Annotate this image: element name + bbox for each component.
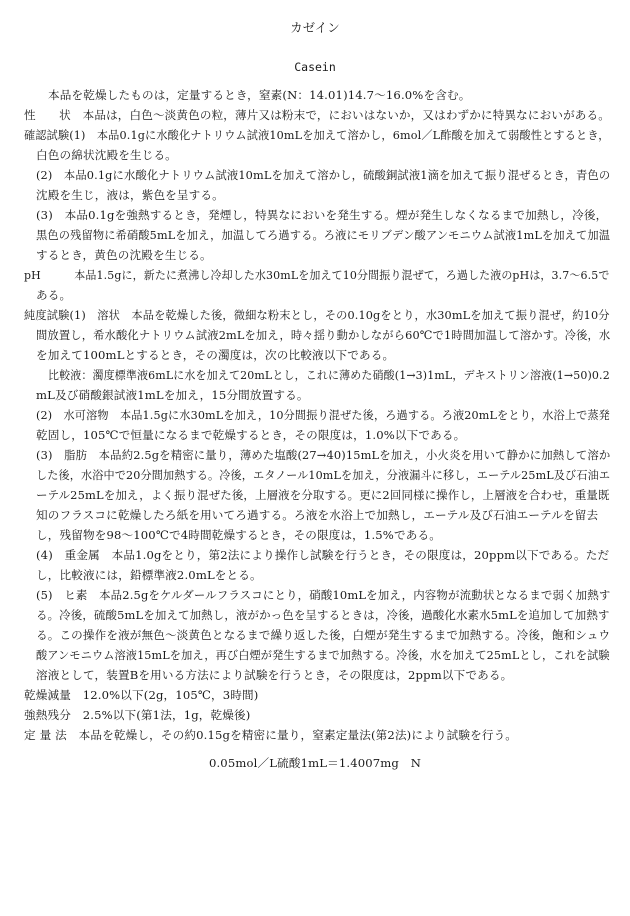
text-line: (4) 重金属 本品1.0gをとり，第2法により操作し試験を行うとき，その限度は，20ppm以下である。ただ: [36, 548, 610, 562]
text-line: を加えて100mLとするとき，その濁度は，次の比較液以下である。: [36, 348, 395, 362]
text-line: (2) 水可溶物 本品1.5gに水30mLを加え，10分間振り混ぜた後，ろ過する。ろ液20mLをとり，水浴上で蒸発: [36, 408, 610, 422]
text-line: (3) 本品0.1gを強熱するとき，発煙し，特異なにおいを発生する。煙が発生しなくなるまで加熱し，冷後，: [36, 208, 608, 222]
text-line: 溶液として，装置Bを用いる方法により試験を行うとき，その限度は，2ppm以下である。: [36, 668, 513, 682]
text-line: (5) ヒ素 本品2.5gをケルダールフラスコにとり，硝酸10mLを加え，内容物が流動状となるまで弱く加熱す: [36, 588, 611, 602]
monograph-title-japanese: カゼイン: [290, 20, 340, 35]
text-line: 定 量 法 本品を乾燥し，その約0.15gを精密に量り，窒素定量法(第2法)により試験を行う。: [24, 728, 518, 742]
text-line: る。この操作を液が無色〜淡黄色となるまで繰り返した後，白煙が発生するまで加熱する。冷後，飽和シュウ: [36, 628, 611, 642]
text-line: ーテル25mLを加え，よく振り混ぜた後，上層液を分取する。更に2回同様に操作し，上層液を合わせ，重量既: [36, 488, 610, 502]
text-line: る。冷後，硫酸5mLを加えて加熱し，液がかっ色を呈するときは，冷後，過酸化水素水5mLを追加して加熱す: [36, 608, 610, 622]
text-line: し，比較液には，鉛標準液2.0mLをとる。: [36, 568, 262, 582]
text-line: した後，水浴中で20分間加熱する。冷後，エタノール10mLを加え，分液漏斗に移し，エーテル25mL及び石油エ: [36, 468, 611, 482]
text-line: 比較液：濁度標準液6mLに水を加えて20mLとし，これに薄めた硝酸(1→3)1mL，デキストリン溶液(1→50)0.2: [48, 368, 610, 382]
text-line: し，残留物を98〜100℃で4時間乾燥するとき，その限度は，1.5%である。: [36, 528, 441, 542]
text-line: 知のフラスコに乾燥したろ紙を用いてろ過する。ろ液を水浴上で加熱し，エーテル及び石油エーテルを留去: [36, 508, 599, 522]
text-line: 沈殿を生じ，液は，紫色を呈する。: [36, 188, 224, 202]
text-line: 性 状 本品は，白色〜淡黄色の粒，薄片又は粉末で，においはないか，又はわずかに特異なにおいがある。: [24, 108, 610, 122]
text-line: ある。: [36, 288, 72, 302]
text-line: mL及び硝酸銀試液1mLを加え，15分間放置する。: [36, 388, 309, 402]
assay-formula: 0.05mol／L硫酸1mL＝1.4007mg N: [208, 756, 422, 770]
monograph-title-english: Casein: [294, 60, 336, 74]
text-line: 間放置し，希水酸化ナトリウム試液2mLを加え，時々揺り動かしながら60℃で1時間加温して溶かす。冷後，水: [36, 328, 611, 342]
text-line: 白色の綿状沈殿を生じる。: [36, 148, 177, 162]
text-line: 確認試験(1) 本品0.1gに水酸化ナトリウム試液10mLを加えて溶かし，6mol／L酢酸を加えて弱酸性とするとき，: [24, 128, 610, 142]
text-line: (3) 脂肪 本品約2.5gを精密に量り，薄めた塩酸(27→40)15mLを加え，小火炎を用いて静かに加熱して溶か: [36, 448, 611, 462]
text-line: 乾燥減量 12.0%以下(2g，105℃，3時間): [24, 688, 259, 702]
text-line: 本品を乾燥したものは，定量するとき，窒素(N：14.01)14.7〜16.0%を含む。: [48, 88, 471, 102]
text-line: 乾固し，105℃で恒量になるまで乾燥するとき，その限度は，1.0%以下である。: [36, 428, 466, 442]
text-line: (2) 本品0.1gに水酸化ナトリウム試液10mLを加えて溶かし，硫酸銅試液1滴を加えて振り混ぜるとき，青色の: [36, 168, 611, 182]
text-line: 強熱残分 2.5%以下(第1法，1g，乾燥後): [24, 708, 251, 722]
text-line: 黒色の残留物に希硝酸5mLを加え，加温してろ過する。ろ液にモリブデン酸アンモニウム試液1mLを加えて加温: [36, 228, 611, 242]
text-line: 純度試験(1) 溶状 本品を乾燥した後，微細な粉末とし，その0.10gをとり，水30mLを加えて振り混ぜ，約10分: [24, 308, 610, 322]
text-line: 酸アンモニウム溶液15mLを加え，再び白煙が発生するまで加熱する。冷後，水を加えて25mLとし，これを試験: [36, 648, 610, 662]
text-line: するとき，黄色の沈殿を生じる。: [36, 248, 212, 262]
text-line: pH 本品1.5gに，新たに煮沸し冷却した水30mLを加えて10分間振り混ぜて，ろ過した液のpHは，3.7〜6.5で: [24, 268, 610, 282]
